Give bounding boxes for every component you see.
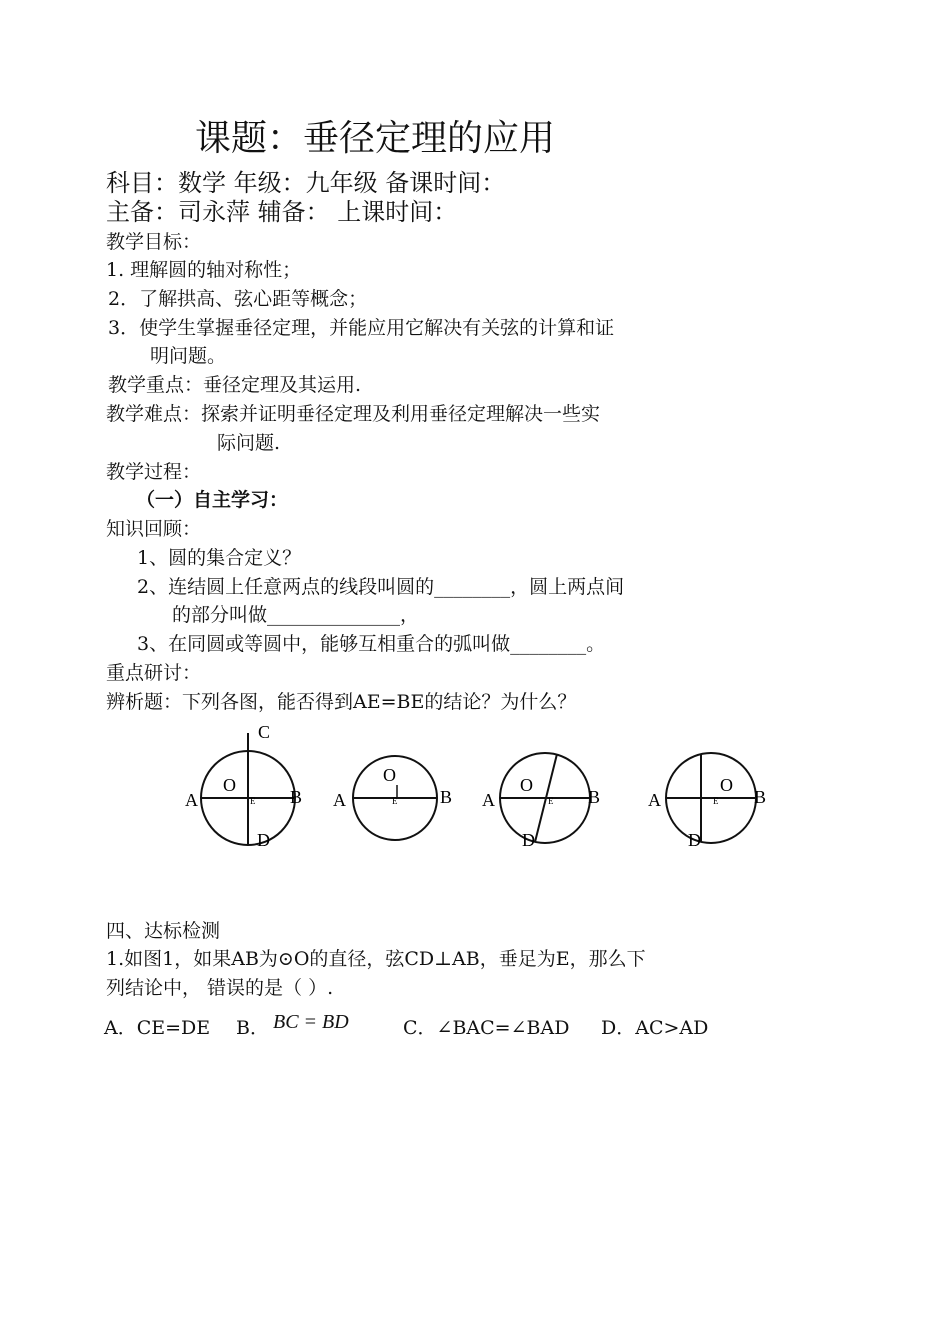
- review-question-1: 1、圆的集合定义？: [137, 547, 302, 569]
- fig1-label-a: A: [185, 790, 198, 810]
- page-title: 课题：垂径定理的应用: [195, 118, 556, 159]
- goal-item-1: 1. 理解圆的轴对称性；: [106, 259, 302, 281]
- goal-item-3: 3．使学生掌握垂径定理，并能应用它解决有关弦的计算和证: [108, 317, 615, 339]
- review-question-2-cont: 的部分叫做______________，: [172, 604, 420, 626]
- fig3-label-b: B: [588, 787, 601, 807]
- section-4-heading: 四、达标检测: [106, 920, 221, 942]
- goal-item-3-cont: 明问题。: [150, 345, 227, 367]
- focus-heading: 重点研讨：: [106, 662, 202, 684]
- figure-1: [201, 733, 295, 845]
- figure-4: [666, 753, 756, 843]
- fig3-label-o: O: [520, 775, 533, 795]
- teaching-key-point: 教学重点：垂径定理及其运用.: [108, 374, 362, 396]
- figure-3: [500, 753, 590, 843]
- fig2-label-o: O: [383, 765, 396, 785]
- teaching-difficulty-cont: 际问题.: [217, 432, 281, 454]
- option-b-label: B．: [236, 1017, 269, 1039]
- fig2-label-e: E: [392, 796, 398, 806]
- fig4-label-d: D: [688, 830, 701, 850]
- option-b-math: BC = BD: [273, 1011, 349, 1033]
- header-subject-line: 科目：数学 年级：九年级 备课时间：: [106, 169, 506, 197]
- fig2-label-a: A: [333, 790, 346, 810]
- review-heading: 知识回顾：: [106, 518, 202, 540]
- circle-figures: [0, 718, 950, 868]
- fig3-label-a: A: [482, 790, 495, 810]
- goals-heading: 教学目标：: [106, 231, 202, 253]
- option-d: D．AC>AD: [601, 1017, 709, 1039]
- goal-item-2: 2．了解拱高、弦心距等概念；: [108, 288, 368, 310]
- fig4-label-o: O: [720, 775, 733, 795]
- review-question-2: 2、连结圆上任意两点的线段叫圆的________，圆上两点间: [137, 576, 625, 598]
- fig3-label-e: E: [548, 796, 554, 806]
- analysis-question: 辨析题：下列各图，能否得到AE=BE的结论？为什么？: [106, 691, 577, 713]
- option-c: C．∠BAC=∠BAD: [403, 1017, 570, 1039]
- fig2-label-b: B: [440, 787, 453, 807]
- fig4-label-e: E: [713, 796, 719, 806]
- review-question-3: 3、在同圆或等圆中，能够互相重合的弧叫做________。: [137, 633, 606, 655]
- problem-1-stem: 1.如图1，如果AB为⊙O的直径，弦CD⊥AB，垂足为E，那么下: [106, 948, 646, 970]
- header-author-line: 主备：司永萍 辅备： 上课时间：: [106, 198, 458, 226]
- fig1-label-b: B: [290, 787, 303, 807]
- problem-1-stem-cont: 列结论中， 错误的是（ ）.: [106, 977, 334, 999]
- fig1-label-d: D: [257, 830, 270, 850]
- fig4-label-a: A: [648, 790, 661, 810]
- process-heading: 教学过程：: [106, 461, 202, 483]
- section-self-study: （一）自主学习：: [136, 489, 289, 511]
- fig1-label-c: C: [258, 722, 271, 742]
- teaching-difficulty: 教学难点：探索并证明垂径定理及利用垂径定理解决一些实: [106, 403, 601, 425]
- fig3-label-d: D: [522, 830, 535, 850]
- fig1-label-e: E: [250, 796, 256, 806]
- fig1-label-o: O: [223, 775, 236, 795]
- option-a: A．CE=DE: [104, 1017, 211, 1039]
- fig4-label-b: B: [754, 787, 767, 807]
